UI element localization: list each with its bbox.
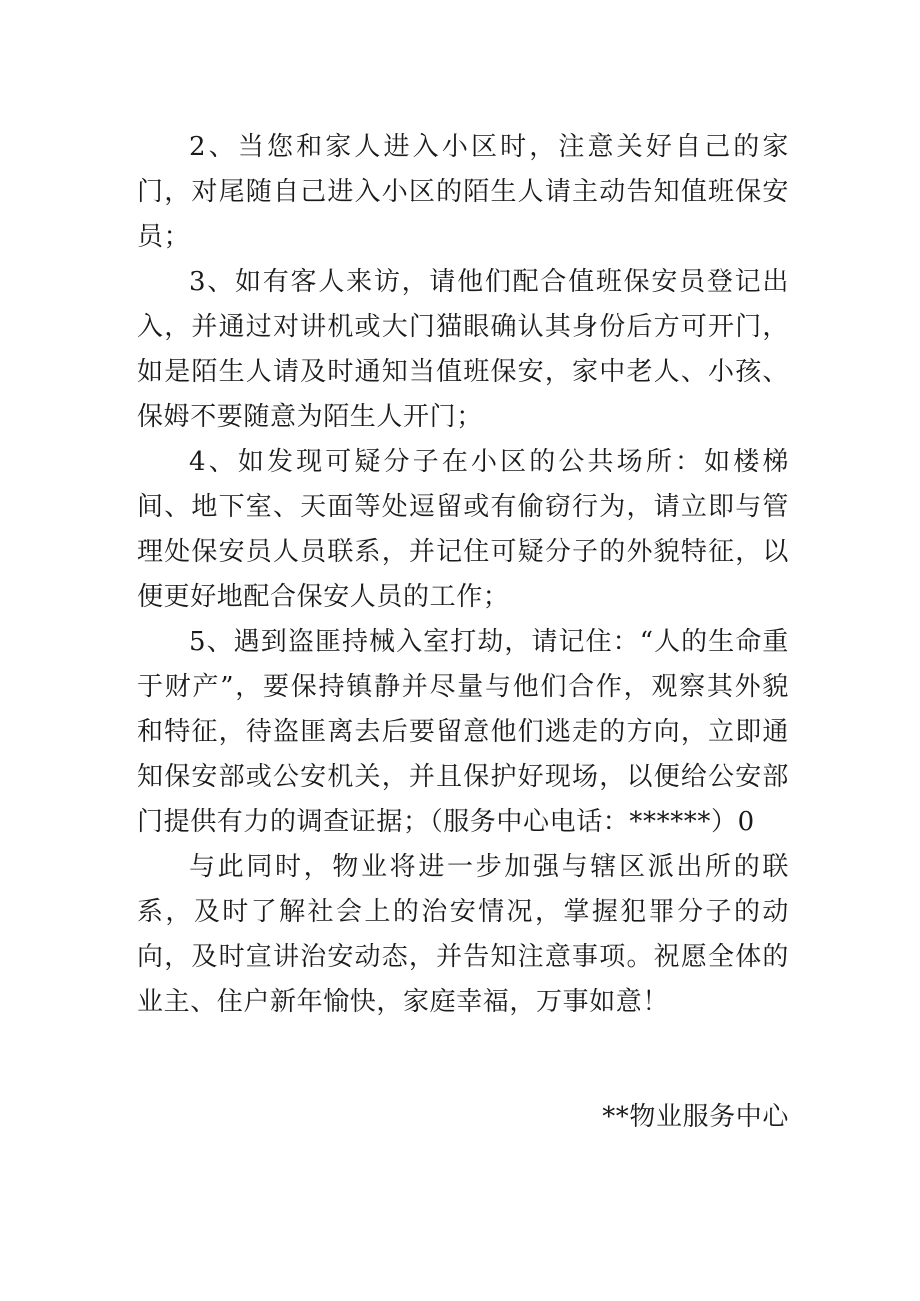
paragraph-item-4: 4、如发现可疑分子在小区的公共场所：如楼梯间、地下室、天面等处逗留或有偷窃行为，请立即与管理处保安员人员联系，并记住可疑分子的外貌特征，以便更好地配合保安人员的工作； bbox=[137, 447, 789, 612]
document-body bbox=[137, 125, 789, 1025]
paragraph-item-3: 3、如有客人来访，请他们配合值班保安员登记出入，并通过对讲机或大门猫眼确认其身份后方可开门，如是陌生人请及时通知当值班保安，家中老人、小孩、保姆不要随意为陌生人开门； bbox=[137, 267, 789, 432]
closing-paragraph: 与此同时，物业将进一步加强与辖区派出所的联系，及时了解社会上的治安情况，掌握犯罪分子的动向，及时宣讲治安动态，并告知注意事项。祝愿全体的业主、住户新年愉快，家庭幸福，万事如意！ bbox=[137, 852, 789, 1017]
paragraph-item-2: 2、当您和家人进入小区时，注意关好自己的家门，对尾随自己进入小区的陌生人请主动告知值班保安员； bbox=[137, 132, 789, 252]
paragraph-item-5: 5、遇到盗匪持械入室打劫，请记住：“人的生命重于财产”，要保持镇静并尽量与他们合作，观察其外貌和特征，待盗匪离去后要留意他们逃走的方向，立即通知保安部或公安机关，并且保护好现场，以便给公安部门提供有力的调查证据；（服务中心电话：******）0 bbox=[137, 627, 789, 837]
signature-line: **物业服务中心 bbox=[602, 1102, 789, 1132]
